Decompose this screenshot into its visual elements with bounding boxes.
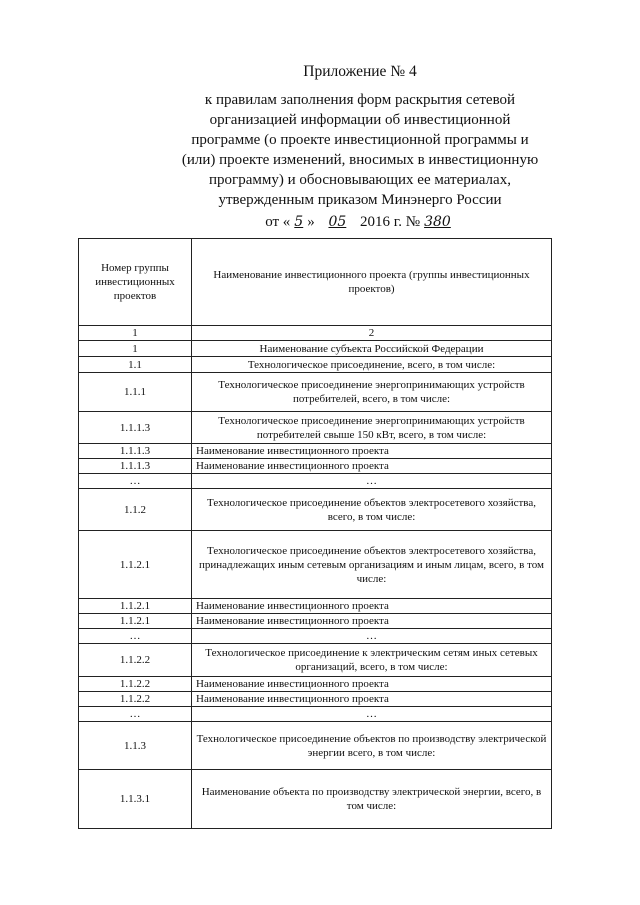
row-number: 1.1 bbox=[79, 357, 192, 373]
row-number: 1.1.3 bbox=[79, 722, 192, 770]
row-name: Технологическое присоединение объектов электросетевого хозяйства, всего, в том числе: bbox=[192, 489, 552, 531]
table-row bbox=[79, 629, 552, 644]
table-row bbox=[79, 489, 552, 531]
col2-number: 2 bbox=[192, 326, 552, 341]
date-prefix: от « bbox=[265, 214, 291, 230]
column-number-row bbox=[79, 326, 552, 341]
row-name: Технологическое присоединение объектов по производству электрической энергии всего, в том числе: bbox=[192, 722, 552, 770]
row-number: 1.1.1.3 bbox=[79, 444, 192, 459]
row-name: Технологическое присоединение к электрическим сетям иных сетевых организаций, всего, в том числе: bbox=[192, 644, 552, 677]
date-day: 5 bbox=[294, 214, 304, 230]
table-row bbox=[79, 614, 552, 629]
row-number: 1.1.2 bbox=[79, 489, 192, 531]
header-line: программу) и обосновывающих ее материалах, bbox=[209, 172, 511, 188]
date-year: 2016 г. № bbox=[360, 214, 421, 230]
row-number: 1.1.3.1 bbox=[79, 770, 192, 829]
row-name: … bbox=[192, 474, 552, 489]
row-name: Технологическое присоединение объектов электросетевого хозяйства, принадлежащих иным сетевым организациям и иным лицам, всего, в том числе: bbox=[192, 531, 552, 599]
order-number: 380 bbox=[424, 214, 451, 230]
header-line: программе (о проекте инвестиционной программы и bbox=[191, 132, 529, 148]
row-name: Технологическое присоединение энергопринимающих устройств потребителей свыше 150 кВт, всего, в том числе: bbox=[192, 412, 552, 444]
row-number: 1 bbox=[79, 341, 192, 357]
appendix-title: Приложение № 4 bbox=[303, 63, 417, 80]
row-name: Наименование субъекта Российской Федерации bbox=[192, 341, 552, 357]
header-line: (или) проекте изменений, вносимых в инвестиционную bbox=[181, 152, 539, 168]
col1-header: Номер группы инвестиционных проектов bbox=[79, 239, 192, 326]
table-row bbox=[79, 357, 552, 373]
table-row bbox=[79, 412, 552, 444]
header-line: организацией информации об инвестиционной bbox=[209, 112, 511, 128]
col1-number: 1 bbox=[79, 326, 192, 341]
table-row bbox=[79, 444, 552, 459]
order-date-line bbox=[150, 212, 570, 232]
row-number: … bbox=[79, 629, 192, 644]
table-row bbox=[79, 692, 552, 707]
table-row bbox=[79, 599, 552, 614]
date-mid: » bbox=[307, 214, 315, 230]
table-row bbox=[79, 677, 552, 692]
row-name: Наименование инвестиционного проекта bbox=[192, 677, 552, 692]
header-line: к правилам заполнения форм раскрытия сетевой bbox=[204, 92, 516, 108]
table-row bbox=[79, 474, 552, 489]
table-row bbox=[79, 707, 552, 722]
row-number: 1.1.2.2 bbox=[79, 692, 192, 707]
row-number: 1.1.2.1 bbox=[79, 531, 192, 599]
col2-header: Наименование инвестиционного проекта (группы инвестиционных проектов) bbox=[192, 239, 552, 326]
table-row bbox=[79, 770, 552, 829]
appendix-header bbox=[150, 62, 570, 232]
row-name: Наименование объекта по производству электрической энергии, всего, в том числе: bbox=[192, 770, 552, 829]
row-name: Наименование инвестиционного проекта bbox=[192, 692, 552, 707]
header-line: утвержденным приказом Минэнерго России bbox=[218, 192, 502, 208]
table-row bbox=[79, 722, 552, 770]
table-header-row bbox=[79, 239, 552, 326]
table-row bbox=[79, 644, 552, 677]
row-name: Наименование инвестиционного проекта bbox=[192, 614, 552, 629]
row-number: 1.1.2.2 bbox=[79, 677, 192, 692]
row-name: … bbox=[192, 629, 552, 644]
row-name: … bbox=[192, 707, 552, 722]
table-row bbox=[79, 341, 552, 357]
row-name: Технологическое присоединение энергопринимающих устройств потребителей, всего, в том числе: bbox=[192, 373, 552, 412]
row-name: Наименование инвестиционного проекта bbox=[192, 599, 552, 614]
row-name: Технологическое присоединение, всего, в том числе: bbox=[192, 357, 552, 373]
table-row bbox=[79, 373, 552, 412]
row-name: Наименование инвестиционного проекта bbox=[192, 444, 552, 459]
investment-projects-table bbox=[78, 238, 552, 829]
table-row bbox=[79, 459, 552, 474]
row-number: … bbox=[79, 474, 192, 489]
table-row bbox=[79, 531, 552, 599]
row-number: 1.1.2.1 bbox=[79, 614, 192, 629]
row-number: 1.1.2.2 bbox=[79, 644, 192, 677]
row-number: 1.1.1.3 bbox=[79, 459, 192, 474]
row-number: 1.1.1.3 bbox=[79, 412, 192, 444]
row-name: Наименование инвестиционного проекта bbox=[192, 459, 552, 474]
date-month: 05 bbox=[328, 214, 347, 230]
row-number: 1.1.1 bbox=[79, 373, 192, 412]
row-number: … bbox=[79, 707, 192, 722]
row-number: 1.1.2.1 bbox=[79, 599, 192, 614]
